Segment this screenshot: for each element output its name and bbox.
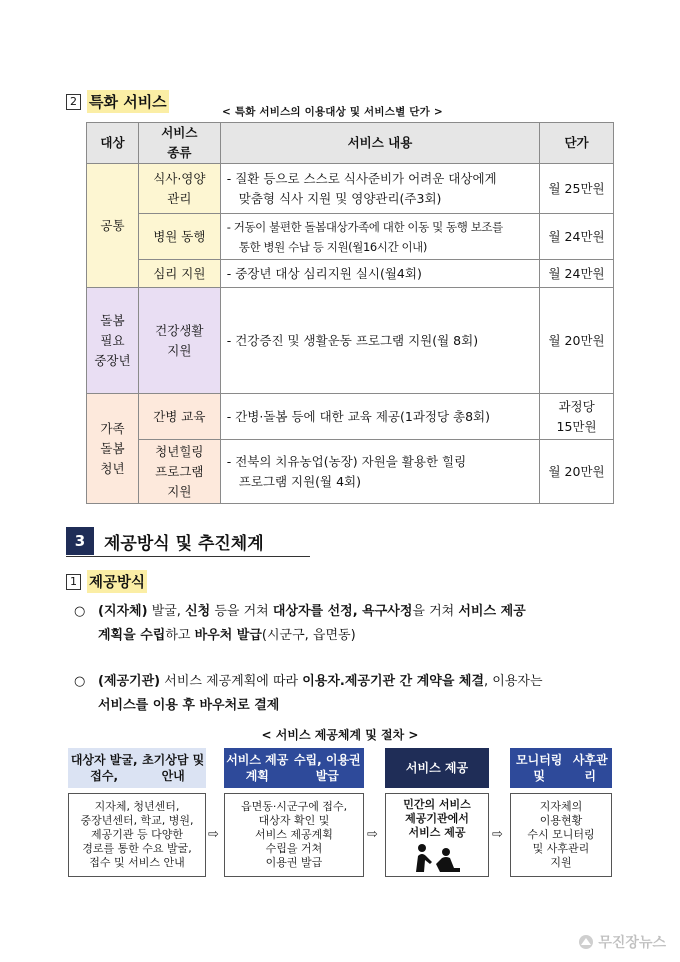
watermark-logo-icon [578, 934, 594, 950]
type-cell: 병원 동행 [138, 214, 220, 260]
step3-body: 민간의 서비스 제공기관에서 서비스 제공 [385, 793, 489, 877]
flow-arrow-icon: ⇨ [208, 827, 219, 842]
price-cell: 월 20만원 [540, 440, 614, 504]
bullet-circle: ○ [74, 674, 86, 689]
content-cell: - 거동이 불편한 돌봄대상가족에 대한 이동 및 동행 보조를 통한 병원 수납 등 지원(월16시간 이내) [220, 214, 539, 260]
paragraph-local-government: ○ (지자체) 발굴, 신청 등을 거쳐 대상자를 선정, 욕구사정을 거쳐 서비스 제공 계획을 수립하고 바우처 발급(시군구, 읍면동) [74, 600, 622, 648]
content-cell: - 중장년 대상 심리지원 실시(월4회) [220, 260, 539, 288]
subsection-number: 1 [66, 574, 81, 590]
service-people-icon [410, 842, 466, 874]
header-price: 단가 [540, 123, 614, 164]
table-row [87, 164, 614, 214]
table-row [87, 440, 614, 504]
type-cell: 간병 교육 [138, 394, 220, 440]
step2-header: 서비스 제공계획 수립, 이용권 발급 [224, 748, 364, 788]
content-cell: - 건강증진 및 생활운동 프로그램 지원(월 8회) [220, 288, 539, 394]
section3-underline [66, 556, 310, 557]
watermark: 무진장뉴스 [578, 932, 666, 952]
table-caption: < 특화 서비스의 이용대상 및 서비스별 단가 > [222, 106, 443, 118]
table-row [87, 214, 614, 260]
bullet-circle: ○ [74, 604, 86, 619]
price-cell: 월 24만원 [540, 214, 614, 260]
header-content: 서비스 내용 [220, 123, 539, 164]
type-cell: 청년힐링 프로그램 지원 [138, 440, 220, 504]
subsection-heading [66, 570, 147, 593]
section2-title: 특화 서비스 [87, 90, 169, 113]
paragraph-provider: ○ (제공기관) 서비스 제공계획에 따라 이용자.제공기관 간 계약을 체결, 이용자는 서비스를 이용 후 바우처로 결제 [74, 670, 622, 718]
flow-caption: < 서비스 제공체계 및 절차 > [261, 728, 419, 742]
service-table [86, 122, 614, 504]
target-common: 공통 [87, 164, 139, 288]
price-cell: 과정당 15만원 [540, 394, 614, 440]
section3-number: 3 [66, 527, 94, 555]
target-young-carer: 가족 돌봄 청년 [87, 394, 139, 504]
price-cell: 월 25만원 [540, 164, 614, 214]
table-row [87, 394, 614, 440]
table-row [87, 260, 614, 288]
step4-body: 지자체의 이용현황 수시 모니터링 및 사후관리 지원 [510, 793, 612, 877]
step1-body: 지자체, 청년센터, 중장년센터, 학교, 병원, 제공기관 등 다양한 경로를 통한 수요 발굴, 접수 및 서비스 안내 [68, 793, 206, 877]
step1-header: 대상자 발굴, 접수, 초기상담 및 안내 [68, 748, 206, 788]
table-header-row [87, 123, 614, 164]
table-row [87, 288, 614, 394]
step4-header: 모니터링 및 사후관리 [510, 748, 612, 788]
flow-arrow-icon: ⇨ [367, 827, 378, 842]
target-middle-aged: 돌봄 필요 중장년 [87, 288, 139, 394]
header-type: 서비스 종류 [138, 123, 220, 164]
type-cell: 심리 지원 [138, 260, 220, 288]
price-cell: 월 20만원 [540, 288, 614, 394]
section3-heading [66, 527, 264, 555]
header-target: 대상 [87, 123, 139, 164]
flow-arrow-icon: ⇨ [492, 827, 503, 842]
section3-title: 제공방식 및 추진체계 [104, 533, 264, 554]
section2-number: 2 [66, 94, 81, 110]
step2-body: 읍면동·시군구에 접수, 대상자 확인 및 서비스 제공계획 수립을 거쳐 이용권 발급 [224, 793, 364, 877]
subsection-title: 제공방식 [87, 570, 147, 593]
step3-header: 서비스 제공 [385, 748, 489, 788]
type-cell: 건강생활 지원 [138, 288, 220, 394]
content-cell: - 전북의 치유농업(농장) 자원을 활용한 힐링 프로그램 지원(월 4회) [220, 440, 539, 504]
section2-heading [66, 90, 169, 113]
price-cell: 월 24만원 [540, 260, 614, 288]
type-cell: 식사·영양 관리 [138, 164, 220, 214]
content-cell: - 질환 등으로 스스로 식사준비가 어려운 대상에게 맞춤형 식사 지원 및 영양관리(주3회) [220, 164, 539, 214]
content-cell: - 간병·돌봄 등에 대한 교육 제공(1과정당 총8회) [220, 394, 539, 440]
